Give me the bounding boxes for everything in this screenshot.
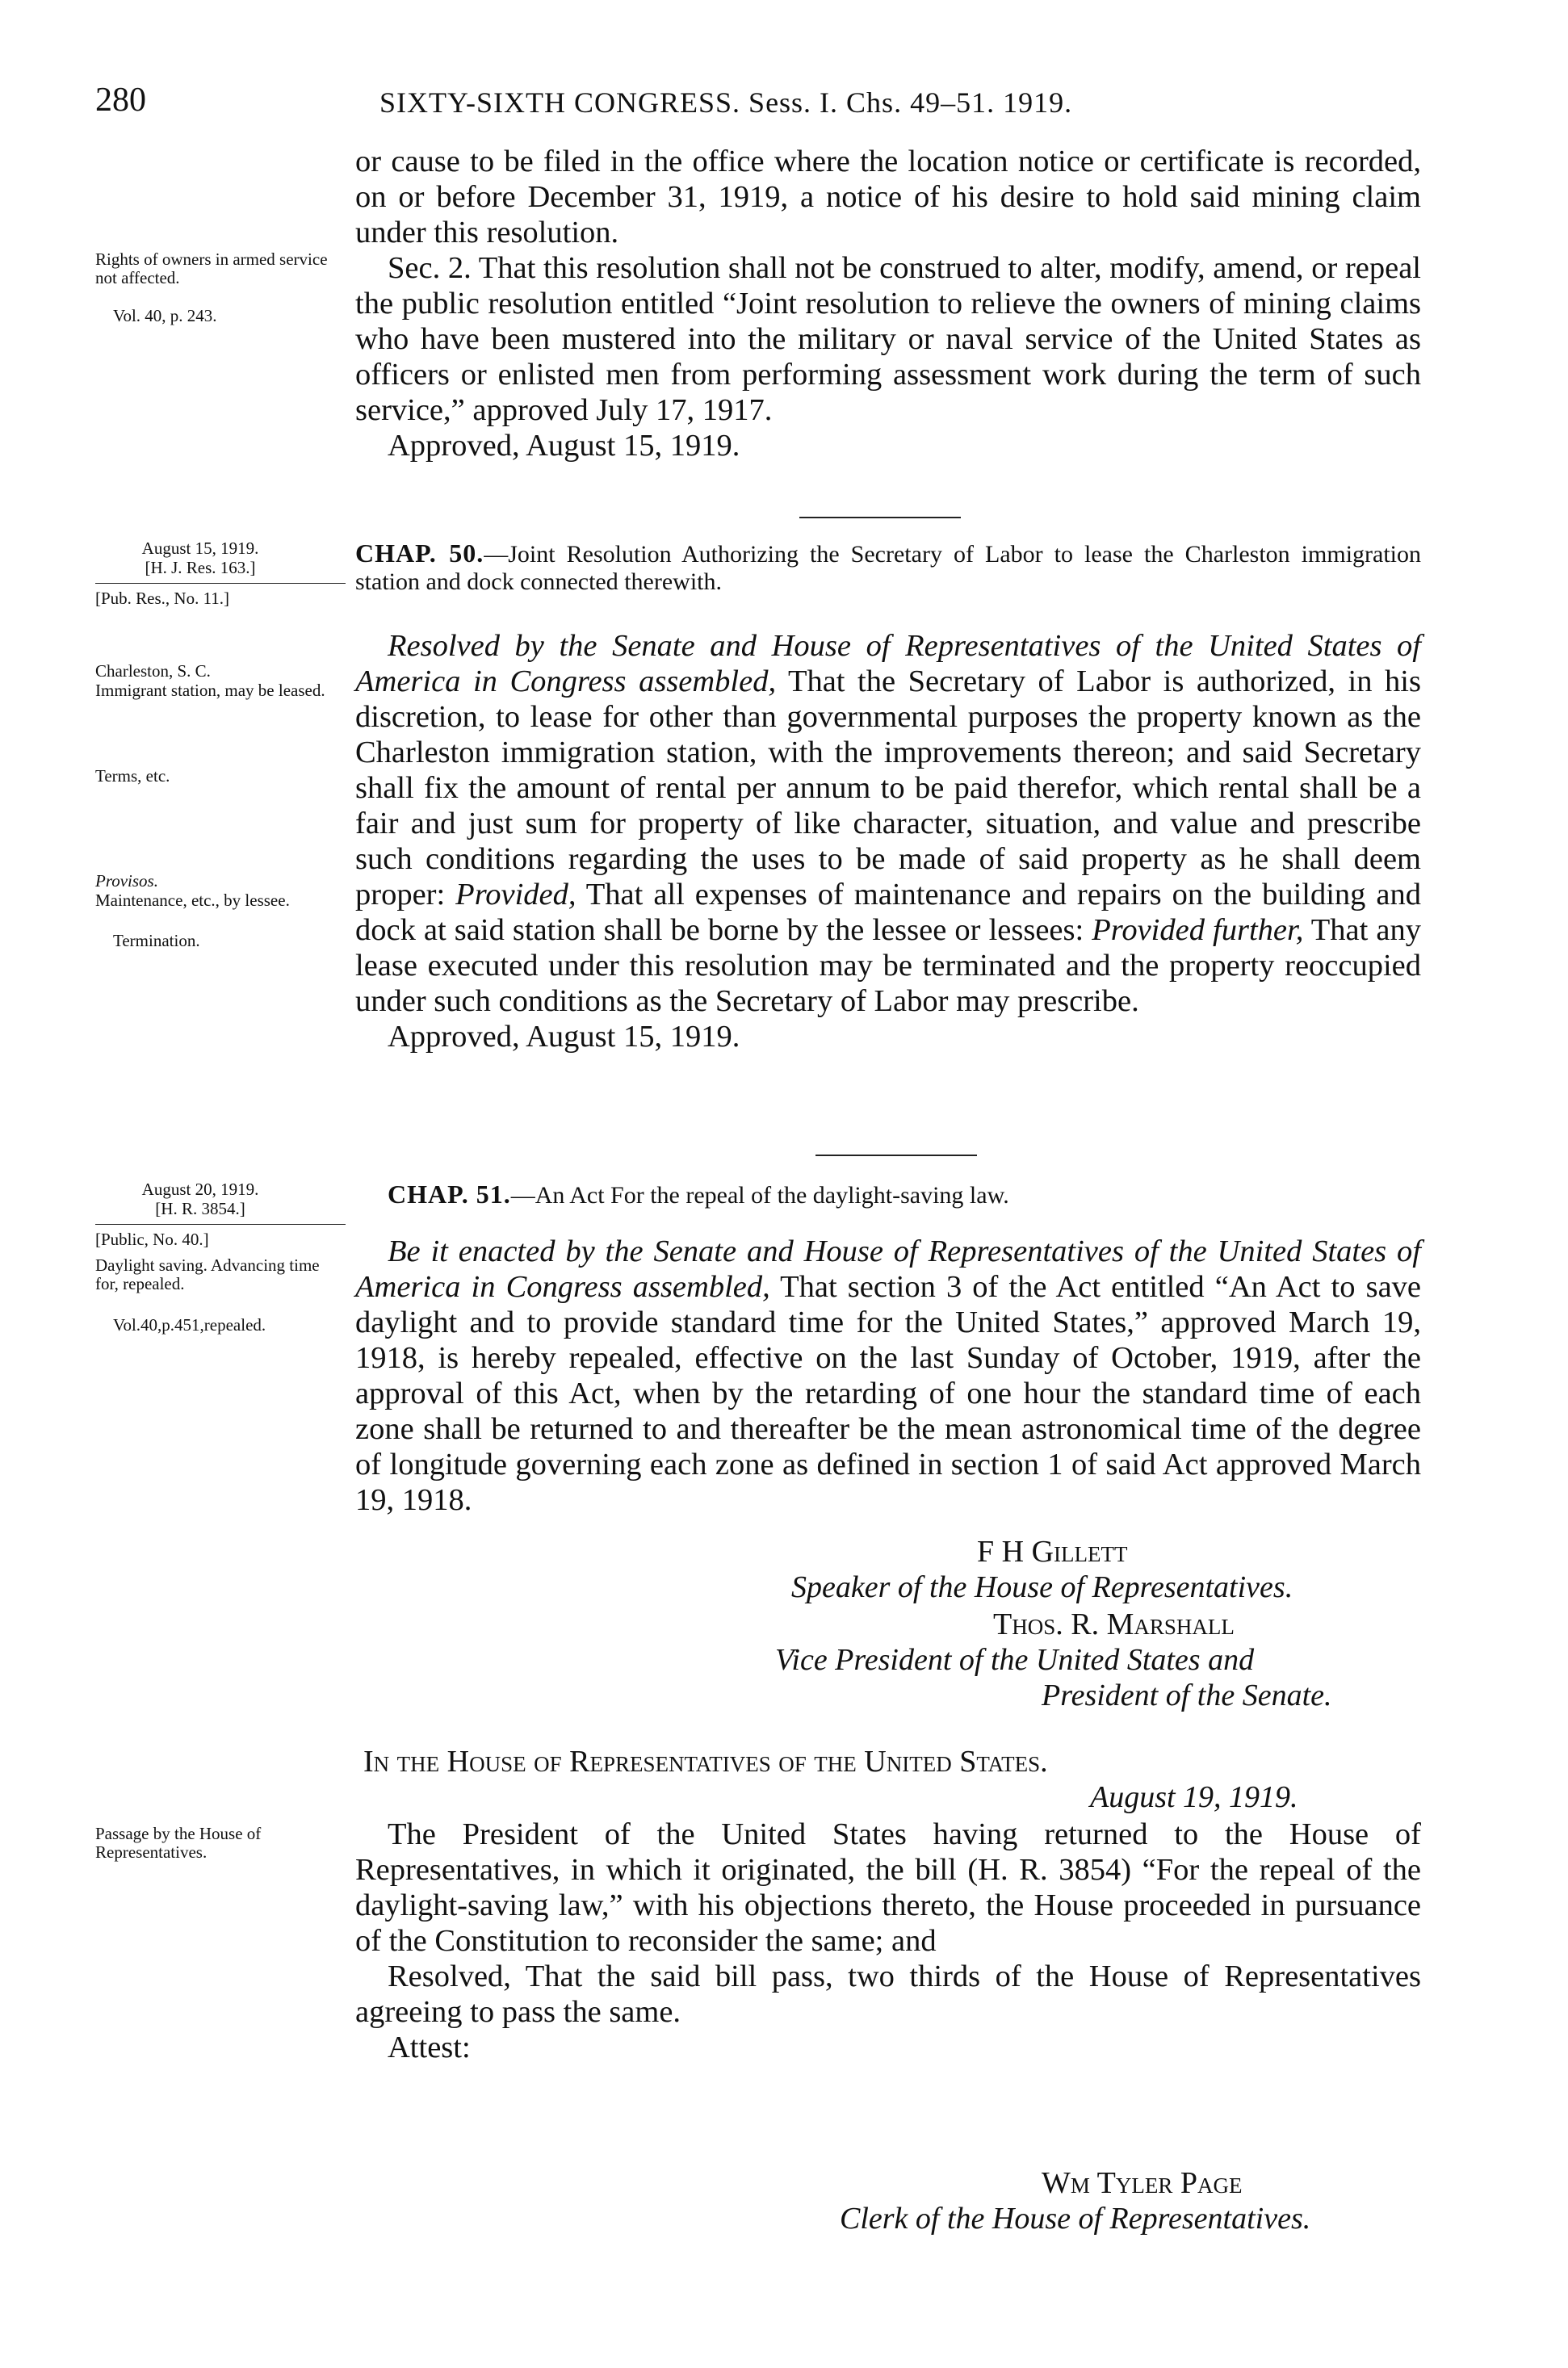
house-heading: In the House of Representatives of the United States. <box>363 1745 1048 1779</box>
section-top <box>355 144 1421 463</box>
margin-provisos: Provisos. <box>95 871 158 891</box>
chap50-heading-text: —Joint Resolution Authorizing the Secretary of Labor to lease the Charleston immigration station and dock connected therewith. <box>355 541 1422 595</box>
signature-gillett: F H Gillett <box>977 1535 1128 1569</box>
margin-passage: Passage by the House of Representatives. <box>95 1824 262 1862</box>
signature-marshall-title-2: President of the Senate. <box>1042 1679 1332 1712</box>
chap51-date: August 20, 1919. <box>141 1180 259 1199</box>
chap50-approved: Approved, August 15, 1919. <box>388 1020 740 1054</box>
chap50-heading <box>355 539 1421 596</box>
house-paragraph-2: Resolved, That the said bill pass, two thirds of the House of Representatives agreeing to pass the same. <box>355 1959 1421 2029</box>
running-header <box>0 81 1568 129</box>
approved-line: Approved, August 15, 1919. <box>388 429 740 463</box>
house-section <box>355 1817 1421 2065</box>
margin-ref-vol40-451: Vol.40,p.451,repealed. <box>113 1315 266 1335</box>
margin-daylight-saving: Daylight saving. Advancing time for, repealed. <box>95 1255 320 1293</box>
chap51-heading <box>355 1180 1421 1209</box>
chap51-paragraph <box>355 1234 1421 1518</box>
signature-marshall-title-1: Vice President of the United States and <box>775 1643 1255 1677</box>
chap50-label: CHAP. 50. <box>355 539 484 568</box>
header-title: SIXTY-SIXTH CONGRESS. Sess. I. Chs. 49–51. 1919. <box>379 86 1073 119</box>
margin-terms: Terms, etc. <box>95 766 170 786</box>
chap50-date: August 15, 1919. <box>141 539 259 558</box>
chap50-section <box>355 539 1421 1054</box>
margin-charleston: Charleston, S. C. <box>95 661 211 681</box>
divider-rule-2 <box>815 1155 977 1156</box>
house-paragraph-1: The President of the United States having returned to the House of Representatives, in which it originated, the bill (H. R. 3854) “For the repeal of the daylight-saving law,” with his objections thereto, the House proceeded in pursuance of the Constitution to reconsider the same; and <box>355 1817 1421 1958</box>
signature-gillett-title: Speaker of the House of Representatives. <box>791 1570 1293 1604</box>
chap51-body: That section 3 of the Act entitled “An Act to save daylight and to provide standard time for the United States,” approved March 19, 1918, is hereby repealed, effective on the last Sunday of October, 1919, after the approval of this Act, when by the retarding of one hour the standard time of each zone shall be returned to and thereafter be the mean astronomical time of the degree of longitude governing each zone as defined in section 1 of said Act approved March 19, 1918. <box>355 1270 1421 1517</box>
chap50-bill: [H. J. Res. 163.] <box>145 558 256 577</box>
chap51-pub: [Public, No. 40.] <box>95 1230 209 1249</box>
margin-rule-2 <box>95 1224 346 1225</box>
margin-termination: Termination. <box>113 931 200 950</box>
divider-rule <box>799 517 961 518</box>
continuation-paragraph: or cause to be filed in the office where the location notice or certificate is recorded, on or before December 31, 1919, a notice of his desire to hold said mining claim under this resolution. <box>355 145 1421 249</box>
margin-note-rights: Rights of owners in armed service not affected. <box>95 249 328 287</box>
margin-ref-vol40: Vol. 40, p. 243. <box>113 306 217 325</box>
sec2-paragraph: Sec. 2. That this resolution shall not be construed to alter, modify, amend, or repeal the public resolution entitled “Joint resolution to relieve the owners of mining claims who have been mustered into the military or naval service of the United States as officers or enlisted men from performing assessment work during the term of such service,” approved July 17, 1917. <box>355 251 1421 427</box>
margin-rule <box>95 583 346 584</box>
house-date: August 19, 1919. <box>1090 1780 1298 1814</box>
margin-maintenance: Maintenance, etc., by lessee. <box>95 891 290 910</box>
chap50-body2: That all expenses of maintenance and repairs on the building and dock at said station shall be borne by the lessee or lessees: <box>355 878 1422 947</box>
chap51-label: CHAP. 51. <box>388 1180 511 1209</box>
margin-immigrant-station: Immigrant station, may be leased. <box>95 681 325 700</box>
clerk-signature: Wm Tyler Page <box>1042 2166 1243 2200</box>
chap51-heading-text: —An Act For the repeal of the daylight-saving law. <box>510 1182 1009 1209</box>
chap50-paragraph <box>355 628 1421 1019</box>
chap50-enacting: Resolved by the Senate and House of Representatives of the United States of America in Congress assembled, <box>355 629 1421 698</box>
chap50-provided: Provided, <box>455 878 576 912</box>
chap50-pub: [Pub. Res., No. 11.] <box>95 589 230 608</box>
signature-marshall: Thos. R. Marshall <box>993 1607 1235 1641</box>
house-attest: Attest: <box>388 2031 471 2064</box>
chap51-bill: [H. R. 3854.] <box>155 1199 245 1218</box>
chap50-body: That the Secretary of Labor is authorized, in his discretion, to lease for other than governmental purposes the property known as the Charleston immigration station, with the improvements thereon; and said Secretary shall fix the amount of rental per annum to be paid therefor, which rental shall be a fair and just sum for property of like character, situation, and value and prescribe such conditions regarding the uses to be made of said property as he shall deem proper: <box>355 664 1421 912</box>
chap50-provided-further: Provided further, <box>1092 913 1304 947</box>
chap51-section <box>355 1180 1421 1518</box>
chap50-body3: That any lease executed under this resolution may be terminated and the property reoccupied under such conditions as the Secretary of Labor may prescribe. <box>355 913 1421 1018</box>
chap51-enacting: Be it enacted by the Senate and House of Representatives of the United States of America in Congress assembled, <box>355 1234 1421 1304</box>
clerk-title: Clerk of the House of Representatives. <box>840 2202 1311 2236</box>
page-number: 280 <box>95 82 146 119</box>
